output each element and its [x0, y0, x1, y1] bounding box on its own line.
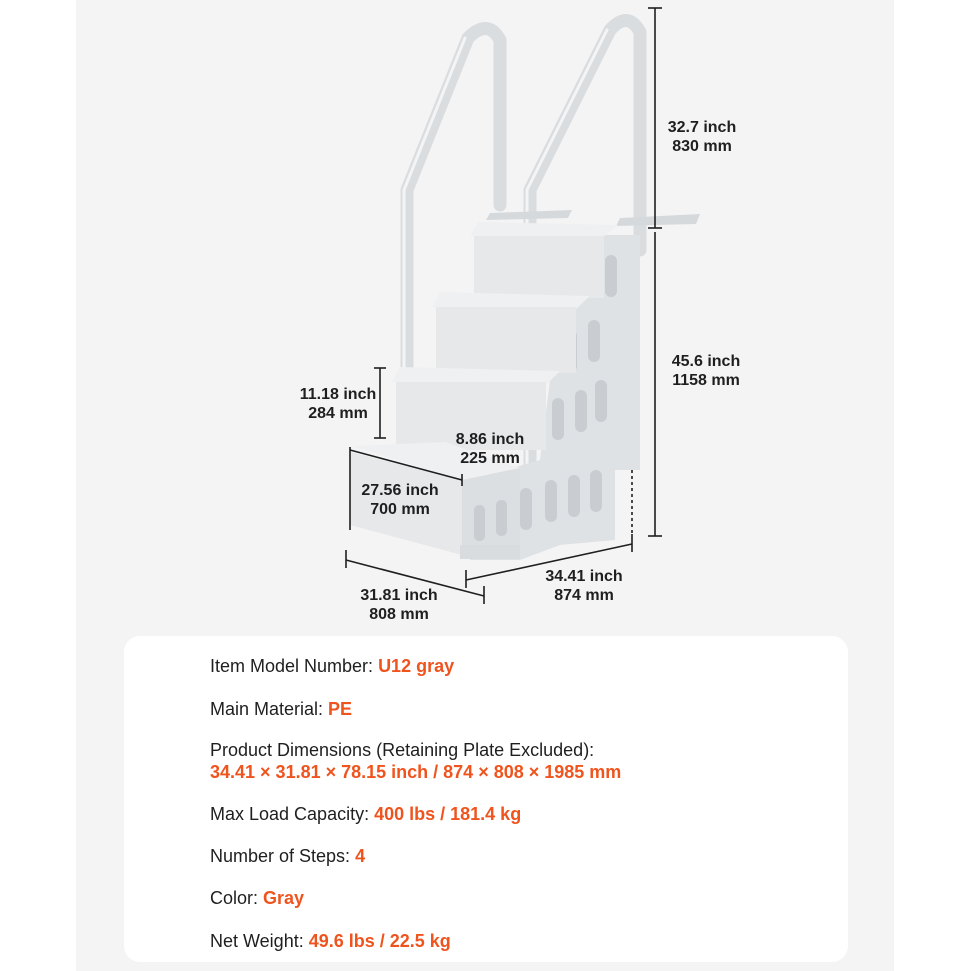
spec-number-of-steps: Number of Steps: 4 — [210, 846, 366, 866]
step-1-side — [462, 468, 520, 555]
step-4-top — [470, 222, 618, 238]
step-rise-label: 11.18 inch 284 mm — [299, 386, 377, 422]
step-3-front — [436, 307, 576, 373]
spec-color: Color: Gray — [210, 888, 305, 908]
spec-load-capacity: Max Load Capacity: 400 lbs / 181.4 kg — [210, 804, 522, 824]
step-depth-label: 8.86 inch 225 mm — [455, 431, 525, 467]
spec-material: Main Material: PE — [210, 699, 353, 719]
spec-net-weight: Net Weight: 49.6 lbs / 22.5 kg — [210, 931, 451, 951]
rail-height-label: 32.7 inch 830 mm — [667, 119, 737, 155]
step-4-front — [474, 236, 604, 298]
step-width-label: 27.56 inch 700 mm — [361, 482, 439, 518]
base-foot — [460, 545, 520, 559]
specifications-card — [124, 636, 848, 962]
base-depth-label: 34.41 inch 874 mm — [545, 568, 623, 604]
spec-model: Item Model Number: U12 gray — [210, 656, 455, 676]
base-width-label: 31.81 inch 808 mm — [360, 587, 438, 623]
body-height-label: 45.6 inch 1158 mm — [671, 353, 741, 389]
spec-dimensions: Product Dimensions (Retaining Plate Excluded): 34.41 × 31.81 × 78.15 inch / 874 × 808 × 1985 mm — [210, 740, 622, 782]
retaining-plate-right — [616, 214, 700, 226]
